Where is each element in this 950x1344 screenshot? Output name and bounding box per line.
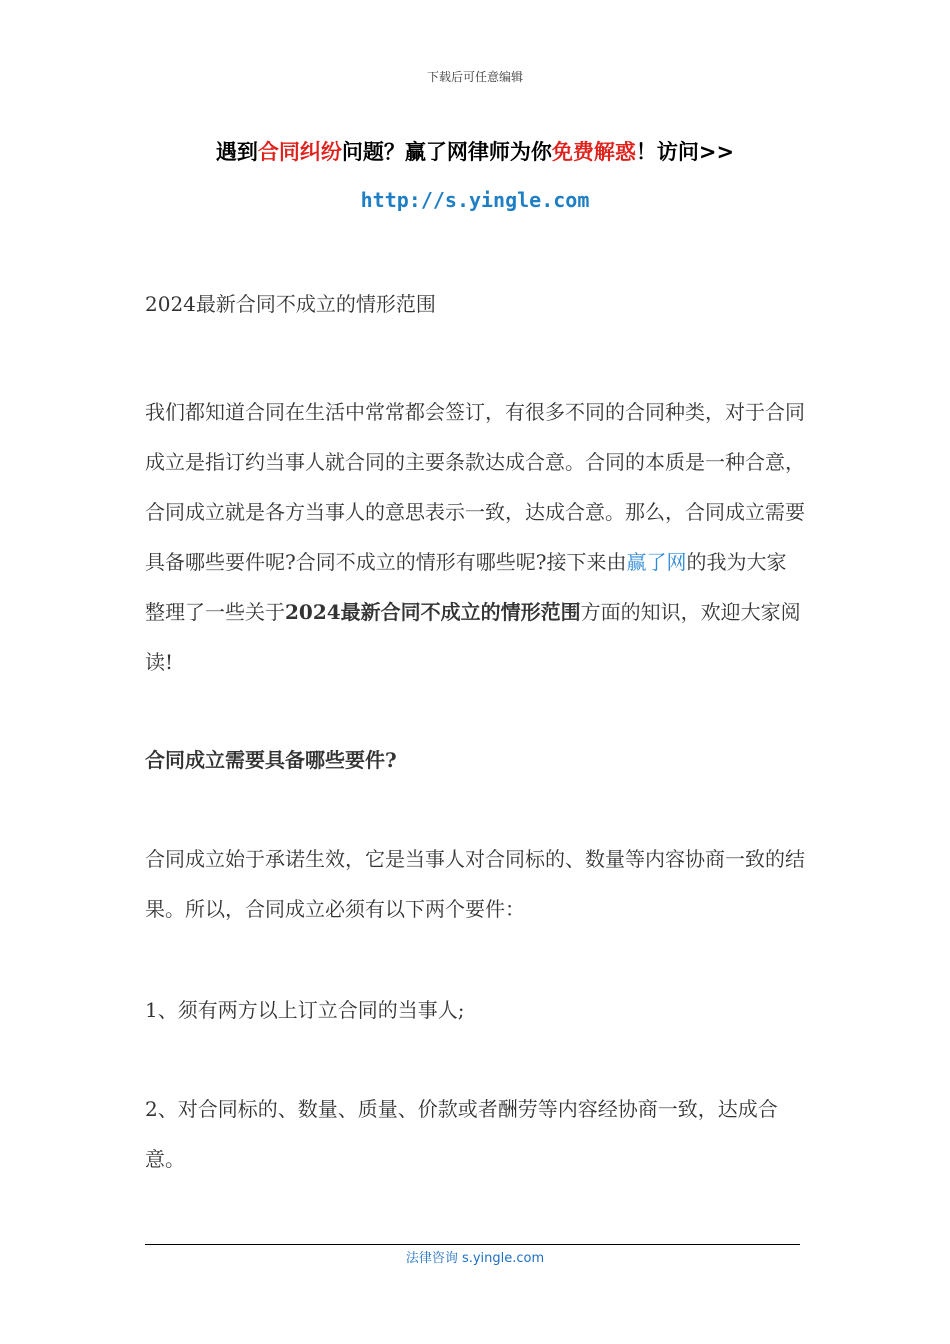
section-paragraph: 合同成立始于承诺生效，它是当事人对合同标的、数量等内容协商一致的结果。所以，合同成立必须有以下两个要件： xyxy=(145,847,805,921)
intro-text-c: 方面的知识，欢迎大家阅读! xyxy=(145,600,801,674)
list-item: 2、对合同标的、数量、质量、价款或者酬劳等内容经协商一致，达成合意。 xyxy=(145,1097,778,1171)
footer-divider xyxy=(145,1244,800,1245)
promo-banner[interactable] xyxy=(0,136,950,166)
page-header-note: 下载后可任意编辑 xyxy=(426,70,523,84)
promo-text-2: 问题？赢了网律师为你 xyxy=(341,140,552,164)
intro-text-b: 的我为大家整理了一些关于 xyxy=(145,550,787,624)
intro-bold-topic: 2024最新合同不成立的情形范围 xyxy=(285,600,581,624)
list-item: 1、须有两方以上订立合同的当事人; xyxy=(145,998,465,1022)
article-intro xyxy=(145,387,805,687)
section-heading: 合同成立需要具备哪些要件? xyxy=(145,748,397,772)
promo-url-link[interactable]: http://s.yingle.com xyxy=(360,188,590,212)
promo-highlight-free: 免费解惑 xyxy=(551,140,636,164)
intro-text-a: 我们都知道合同在生活中常常都会签订，有很多不同的合同种类，对于合同成立是指订约当事人就合同的主要条款达成合意。合同的本质是一种合意，合同成立就是各方当事人的意思表示一致，达成合意。那么，合同成立需要具备哪些要件呢?合同不成立的情形有哪些呢?接下来由 xyxy=(145,400,805,574)
promo-text-1: 遇到 xyxy=(215,140,258,164)
intro-site-link[interactable]: 赢了网 xyxy=(626,550,687,574)
promo-highlight-contract-dispute: 合同纠纷 xyxy=(257,140,342,164)
promo-text-3: ！访问>> xyxy=(635,140,735,164)
footer-consult-link[interactable]: 法律咨询 s.yingle.com xyxy=(405,1251,545,1266)
article-title: 2024最新合同不成立的情形范围 xyxy=(145,292,436,316)
